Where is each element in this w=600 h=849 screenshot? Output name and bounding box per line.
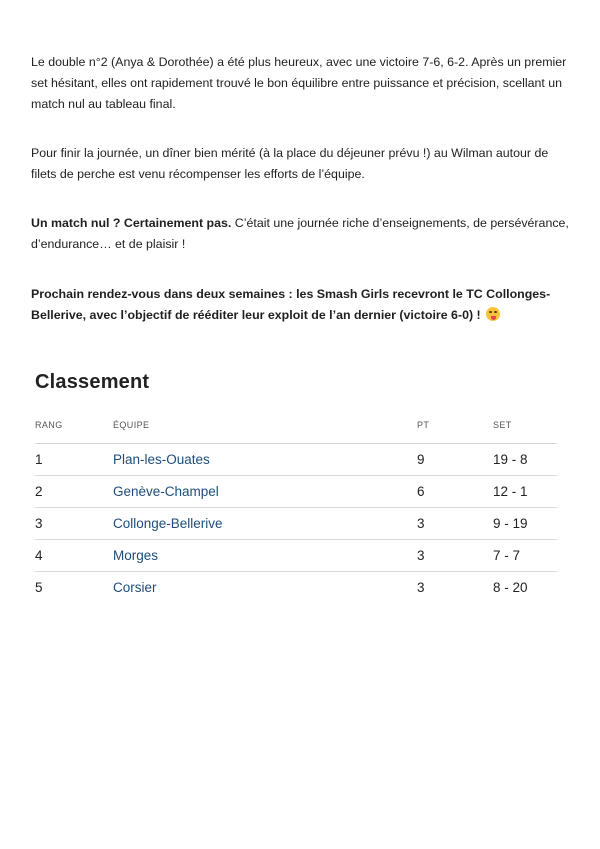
conclusion-text: C’était une journée riche d’enseignements, de persévérance, d’endurance… et de plaisir ! [31,216,569,251]
team-cell[interactable]: Plan-les-Ouates [113,444,417,476]
team-cell[interactable]: Collonge-Bellerive [113,508,417,540]
paragraph-doubles-result: Le double n°2 (Anya & Dorothée) a été plus heureux, avec une victoire 7-6, 6-2. Après un premier set hésitant, elles ont rapidement trouvé le bon équilibre entre puissance et précision, scellant un match nul au tableau final. [31,55,567,111]
standings-table [35,410,557,603]
header-sets: SET [493,410,557,444]
rank-cell: 1 [35,444,113,476]
points-cell: 9 [417,444,493,476]
table-row [35,508,557,540]
sets-cell: 12 - 1 [493,476,557,508]
team-cell[interactable]: Corsier [113,580,157,595]
points-cell: 3 [417,508,493,540]
table-row [35,444,557,476]
header-points: PT [417,410,493,444]
points-cell: 3 [417,580,425,595]
points-cell: 6 [417,476,493,508]
next-match-text: Prochain rendez-vous dans deux semaines : les Smash Girls recevront le TC Collonges-Bellerive, avec l’objectif de rééditer leur exploit de l’an dernier (victoire 6-0) ! [31,287,551,322]
standings-header-row [35,410,557,444]
sets-cell: 8 - 20 [493,580,528,595]
sets-cell: 19 - 8 [493,444,557,476]
sets-cell: 9 - 19 [493,508,557,540]
table-row [35,476,557,508]
team-cell[interactable]: Genève-Champel [113,476,417,508]
standings-title: Classement [35,371,150,393]
table-row [35,572,557,604]
points-cell: 3 [417,540,493,572]
rank-cell: 3 [35,508,113,540]
header-rank: RANG [35,410,113,444]
paragraph-next-match [31,284,576,326]
sets-cell: 7 - 7 [493,540,557,572]
rank-cell: 2 [35,476,113,508]
rank-cell: 5 [35,580,43,595]
conclusion-lead: Un match nul ? Certainement pas. [31,216,232,230]
paragraph-dinner: Pour finir la journée, un dîner bien mérité (à la place du déjeuner prévu !) au Wilman autour de filets de perche est venu récompenser les efforts de l’équipe. [31,146,549,181]
rank-cell: 4 [35,540,113,572]
header-team: ÉQUIPE [113,410,417,444]
team-cell[interactable]: Morges [113,540,417,572]
winking-face-with-tongue-icon [486,307,500,321]
paragraph-conclusion [31,213,576,255]
table-row [35,540,557,572]
